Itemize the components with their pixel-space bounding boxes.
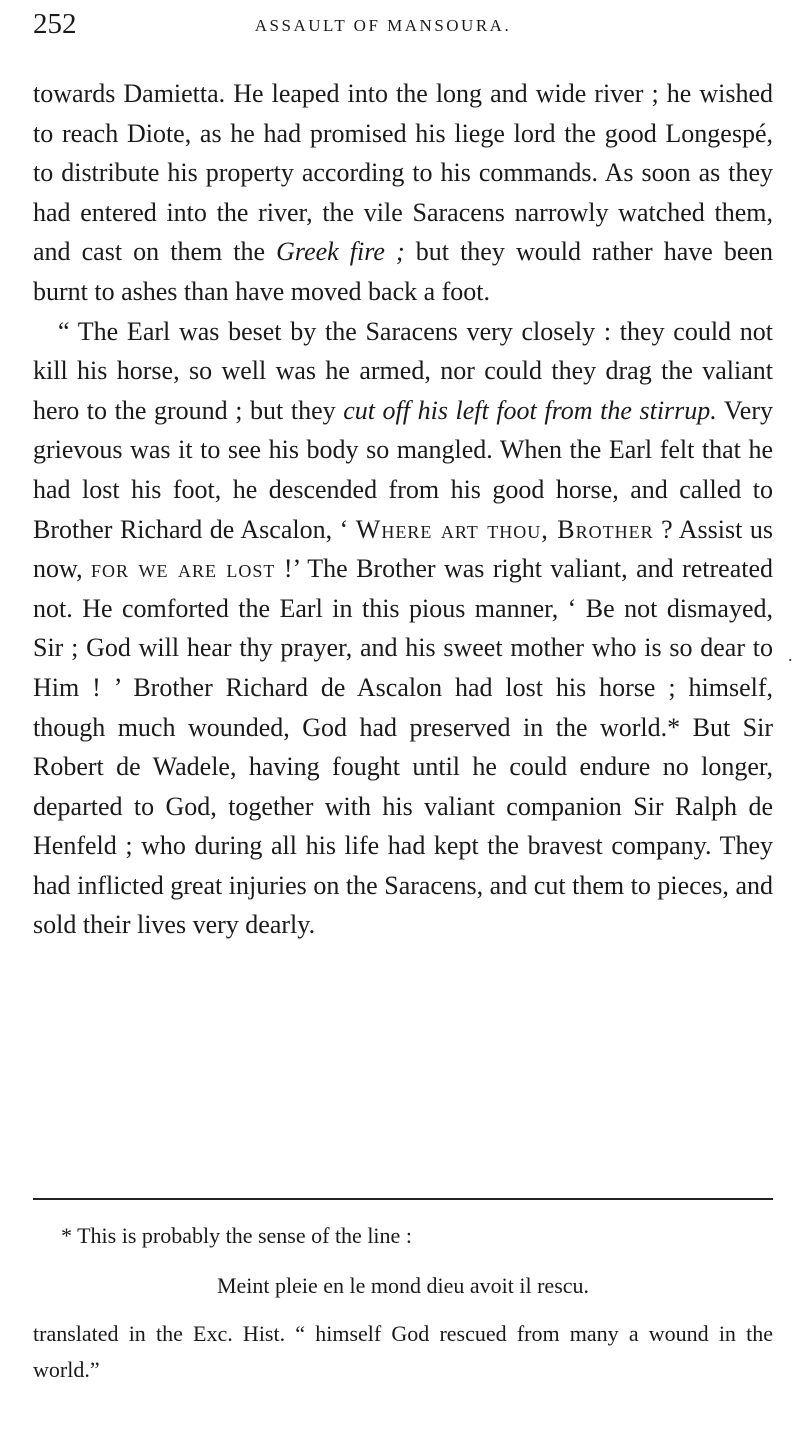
footnote-intro: * This is probably the sense of the line : [61,1223,412,1248]
paragraph-2-part-d: !’ The Brother was right valiant, and retreated not. He comforted the Earl in this pious manner, ‘ Be not dismayed, Sir ; God will hear thy prayer, and his sweet mother who is so dear to Him ! ’ Brother Richard de Ascalon had lost his horse ; himself, though much wounded, God had preserved in the world.* But Sir Robert de Wadele, having fought until he could endure no longer, departed to God, together with his valiant companion Sir Ralph de Henfeld ; who during all his life had kept the bravest company. They had inflicted great injuries on the Saracens, and cut them to pieces, and sold their lives very dearly. [33,554,774,940]
we-are-lost-smallcaps: for we are lost [91,554,276,584]
paragraph-2-part-a: “ The Earl was beset by the Saracens very closely : they could not kill his horse, so well was he armed, nor could they drag the valiant hero to the ground ; but they [33,316,773,425]
body-text [33,74,773,945]
paragraph-2-part-b: Very grievous was it to see his body so mangled. When the Earl felt that he had lost his foot, he descended from his good horse, and called to Brother Richard de Ascalon, ‘ [33,395,773,544]
footnote [33,1218,773,1388]
margin-mark: . [788,645,793,665]
page-header [33,4,773,44]
running-title: ASSAULT OF MANSOURA. [254,16,512,35]
paragraph-2 [33,312,773,946]
paragraph-2-part-c: ? Assist us now, [33,514,773,584]
footnote-verse: Meint pleie en le mond dieu avoit il rescu. [216,1273,590,1298]
paragraph-1-tail: but they would rather have been burnt to ashes than have moved back a foot. [33,237,773,306]
where-art-thou-smallcaps: Where art thou, Brother [355,514,654,544]
paragraph-1 [33,74,773,312]
footnote-translation: translated in the Exc. Hist. “ himself God rescued from many a wound in the world.” [33,1321,773,1382]
footnote-divider [33,1198,773,1200]
cut-off-foot-emphasis: cut off his left foot from the stirrup. [343,395,717,425]
paragraph-1-text: towards Damietta. He leaped into the long and wide river ; he wished to reach Diote, as he had promised his liege lord the good Longespé, to distribute his property according to his commands. As soon as they had entered into the river, the vile Saracens narrowly watched them, and cast on them the [33,79,773,267]
page-number: 252 [33,8,77,40]
greek-fire-emphasis: Greek fire ; [276,237,405,267]
